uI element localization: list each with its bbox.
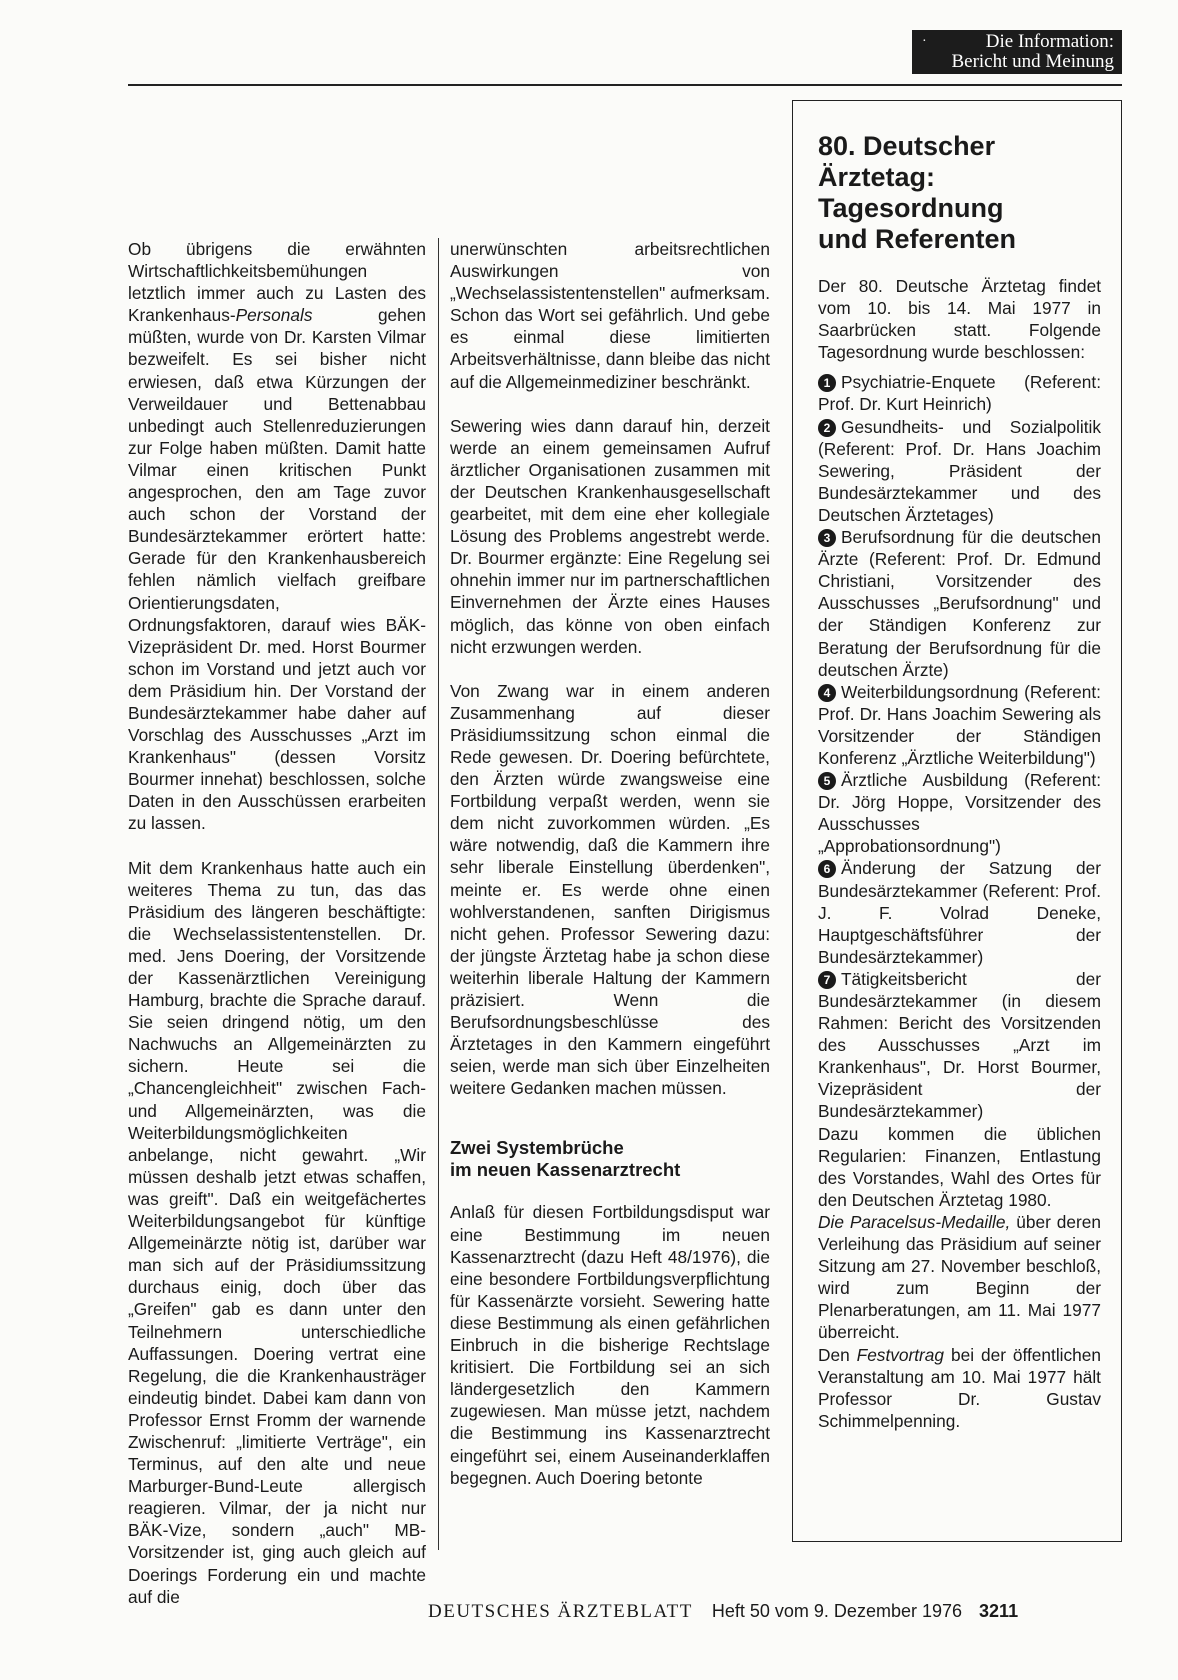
section-label-line2: Bericht und Meinung xyxy=(951,51,1114,72)
agenda-item xyxy=(818,371,1101,415)
agenda-item xyxy=(818,416,1101,526)
agenda-item xyxy=(818,526,1101,681)
section-badge xyxy=(912,30,1122,74)
agenda-item xyxy=(818,769,1101,857)
number-badge-icon: 3 xyxy=(818,529,836,547)
agenda-text: Tätigkeitsbericht der Bundesärztekammer (in diesem Rahmen: Bericht des Vorsitzenden des Ausschusses „Arzt im Krankenhaus", Dr. Horst Bourmer, Vizepräsident der Bundesärztekammer) xyxy=(818,968,1101,1122)
emphasis: Die Paracelsus-Medaille, xyxy=(818,1211,1011,1232)
agenda-text: Änderung der Satzung der Bundesärztekammer (Referent: Prof. J. F. Volrad Deneke, Hauptgeschäftsführer der Bundesärztekammer) xyxy=(818,858,1101,967)
info-box-note: Dazu kommen die üblichen Regularien: Finanzen, Entlastung des Vorstandes, Wahl des Ortes für den Deutschen Ärztetag 1980. xyxy=(818,1123,1101,1210)
bullet-icon: · xyxy=(922,34,927,49)
info-box-title xyxy=(818,131,1101,255)
agenda-text: Weiterbildungsordnung (Referent: Prof. Dr. Hans Joachim Sewering als Vorsitzender der Ständigen Konferenz „Ärztliche Weiterbildung") xyxy=(818,681,1101,768)
number-badge-icon: 6 xyxy=(818,860,836,878)
section-heading xyxy=(450,1137,770,1181)
number-badge-icon: 7 xyxy=(818,971,836,989)
paragraph: Von Zwang war in einem anderen Zusammenhang auf dieser Präsidiumssitzung schon einmal die Rede gewesen. Dr. Doering befürchtete, den Ärzten würde zwangsweise eine Fortbildung verpaßt werden, wenn sie dem nicht zuvorkommen würden. „Es wäre notwendig, daß die Kammern ihre sehr liberale Einstellung überdenken", meinte er. Es werde ohne einen wohlverstandenen, sanften Dirigismus nicht gehen. Professor Sewering dazu: der jüngste Ärztetag habe ja schon diese weiterhin liberale Haltung der Kammern präzisiert. Wenn die Berufsordnungsbeschlüsse des Ärztetages in den Kammern eingeführt seien, werde man sich über Einzelheiten weitere Gedanken machen müssen. xyxy=(450,680,770,1099)
article-column-2 xyxy=(450,238,770,1489)
agenda-text: Berufsordnung für die deutschen Ärzte (Referent: Prof. Dr. Edmund Christiani, Vorsitzender des Ausschusses „Berufsordnung" und der Ständigen Konferenz zur Beratung der Berufsordnung für die deutschen Ärzte) xyxy=(818,527,1101,680)
section-heading-line2: im neuen Kassenarztrecht xyxy=(450,1159,681,1181)
info-box-note xyxy=(818,1211,1101,1344)
note-text: Den xyxy=(818,1344,857,1365)
section-label-line1: Die Information: xyxy=(985,31,1114,52)
agenda-text: Psychiatrie-Enquete (Referent: Prof. Dr. Kurt Heinrich) xyxy=(818,372,1101,415)
journal-name: DEUTSCHES ÄRZTEBLATT xyxy=(428,1601,693,1622)
agenda-list xyxy=(818,371,1101,1122)
title-line: Tagesordnung xyxy=(818,193,1004,223)
agenda-text: Ärztliche Ausbildung (Referent: Dr. Jörg Hoppe, Vorsitzender des Ausschusses „Approbationsordnung") xyxy=(818,770,1101,857)
paragraph: Ob übrigens die erwähnten Wirtschaftlichkeitsbemühungen letztlich immer auch zu Lasten des Krankenhaus-Personals gehen müßten, wurde von Dr. Karsten Vilmar bezweifelt. Es sei bisher nicht erwiesen, daß etwa Kürzungen der Verweildauer und Bettenabbau unbedingt auch Stellenreduzierungen zur Folge haben müßten. Damit hatte Vilmar einen kritischen Punkt angesprochen, den am Tage zuvor auch schon der Vorstand der Bundesärztekammer erörtert hatte: Gerade für den Krankenhausbereich fehlen nämlich vielfach greifbare Orientierungsdaten, Ordnungsfaktoren, darauf wies BÄK-Vizepräsident Dr. med. Horst Bourmer schon im Vorstand und jetzt auch vor dem Präsidium hin. Der Vorstand der Bundesärztekammer habe daher auf Vorschlag des Ausschusses „Arzt im Krankenhaus" (dessen Vorsitz Bourmer innehat) beschlossen, solche Daten in den Ausschüssen erarbeiten zu lassen. xyxy=(128,239,426,834)
agenda-text: Gesundheits- und Sozialpolitik (Referent: Prof. Dr. Hans Joachim Sewering, Präsident der Bundesärztekammer und des Deutschen Ärztetages) xyxy=(818,416,1101,525)
agenda-item xyxy=(818,968,1101,1123)
page-footer xyxy=(428,1597,1128,1625)
paragraph: Mit dem Krankenhaus hatte auch ein weiteres Thema zu tun, das das Präsidium des längeren beschäftigte: die Wechselassistentenstellen. Dr. med. Jens Doering, der Vorsitzende der Kassenärztlichen Vereinigung Hamburg, brachte die Sprache darauf. Sie seien dringend nötig, um den Nachwuchs an Allgemeinärzten zu sichern. Heute sei die „Chancengleichheit" zwischen Fach- und Allgemeinärzten, was die Weiterbildungsmöglichkeiten anbelange, nicht gewahrt. „Wir müssen deshalb jetzt etwas schaffen, was greift". Daß ein weitgefächertes Weiterbildungsangebot für künftige Allgemeinärzte nötig ist, darüber war man sich auf der Präsidiumssitzung durchaus einig, doch über das „Greifen" gab es dann unter den Teilnehmern unterschiedliche Auffassungen. Doering vertrat eine Regelung, die die Krankenhausträger eindeutig bindet. Dabei kam dann von Professor Ernst Fromm der warnende Zwischenruf: „limitierte Verträge", ein Terminus, auf den alte und neue Marburger-Bund-Leute allergisch reagieren. Vilmar, der ja nicht nur BÄK-Vize, sondern „auch" MB-Vorsitzender ist, ging auch gleich auf Doerings Forderung ein und machte auf die xyxy=(128,857,426,1607)
top-rule xyxy=(128,84,1122,86)
issue-info: Heft 50 vom 9. Dezember 1976 xyxy=(711,1601,963,1621)
title-line: und Referenten xyxy=(818,224,1017,254)
page-number: 3211 xyxy=(979,1601,1019,1621)
note-text: bei der öffentlichen Veranstaltung am 10. Mai 1977 hält Professor Dr. Gustav Schimmelpenning. xyxy=(818,1344,1101,1431)
paragraph: Anlaß für diesen Fortbildungsdisput war eine Bestimmung im neuen Kassenarztrecht (dazu Heft 48/1976), die eine besondere Fortbildungsverpflichtung für Kassenärzte vorsieht. Sewering hatte diese Bestimmung als einen gefährlichen Einbruch in die bisherige Rechtslage kritisiert. Die Fortbildung sei an sich ländergesetzlich den Kammern zugewiesen. Man müsse jetzt, nachdem die Bestimmung ins Kassenarztrecht eingeführt sei, einem Auseinanderklaffen begegnen. Auch Doering betonte xyxy=(450,1202,770,1488)
number-badge-icon: 4 xyxy=(818,684,836,702)
agenda-item xyxy=(818,681,1101,769)
emphasis: Festvortrag xyxy=(856,1344,945,1365)
paragraph: unerwünschten arbeitsrechtlichen Auswirkungen von „Wechselassistentenstellen" aufmerksam. Schon das Wort sei gefährlich. Und gebe es einmal diese limitierten Arbeitsverhältnisse, dann bleibe das nicht auf die Allgemeinmediziner beschränkt. xyxy=(450,239,770,392)
title-line: Ärztetag: xyxy=(818,162,936,192)
paragraph: Sewering wies dann darauf hin, derzeit werde an einem gemeinsamen Aufruf ärztlicher Organisationen zusammen mit der Deutschen Krankenhausgesellschaft gearbeitet, mit dem eine eher kollegiale Lösung des Problems angestrebt werde. Dr. Bourmer ergänzte: Eine Regelung sei ohnehin immer nur im partnerschaftlichen Einvernehmen der Ärzte eines Hauses möglich, das könne von oben einfach nicht erzwungen werden. xyxy=(450,415,770,657)
number-badge-icon: 2 xyxy=(818,419,836,437)
info-box xyxy=(792,100,1122,1542)
section-heading-line1: Zwei Systembrüche xyxy=(450,1137,624,1159)
article-column-1 xyxy=(128,238,426,1608)
agenda-item xyxy=(818,857,1101,967)
info-box-intro: Der 80. Deutsche Ärztetag findet vom 10. bis 14. Mai 1977 in Saarbrücken statt. Folgende Tagesordnung wurde beschlossen: xyxy=(818,276,1101,363)
note-text: über deren Verleihung das Präsidium auf seiner Sitzung am 27. November beschloß, wird zum Beginn der Plenarberatungen, am 11. Mai 1977 überreicht. xyxy=(818,1211,1101,1343)
column-divider xyxy=(438,238,439,1550)
info-box-note xyxy=(818,1344,1101,1432)
number-badge-icon: 1 xyxy=(818,374,836,392)
info-box-body xyxy=(818,275,1101,1432)
number-badge-icon: 5 xyxy=(818,772,836,790)
title-line: 80. Deutscher xyxy=(818,131,996,161)
emphasis: Personals xyxy=(235,305,313,326)
